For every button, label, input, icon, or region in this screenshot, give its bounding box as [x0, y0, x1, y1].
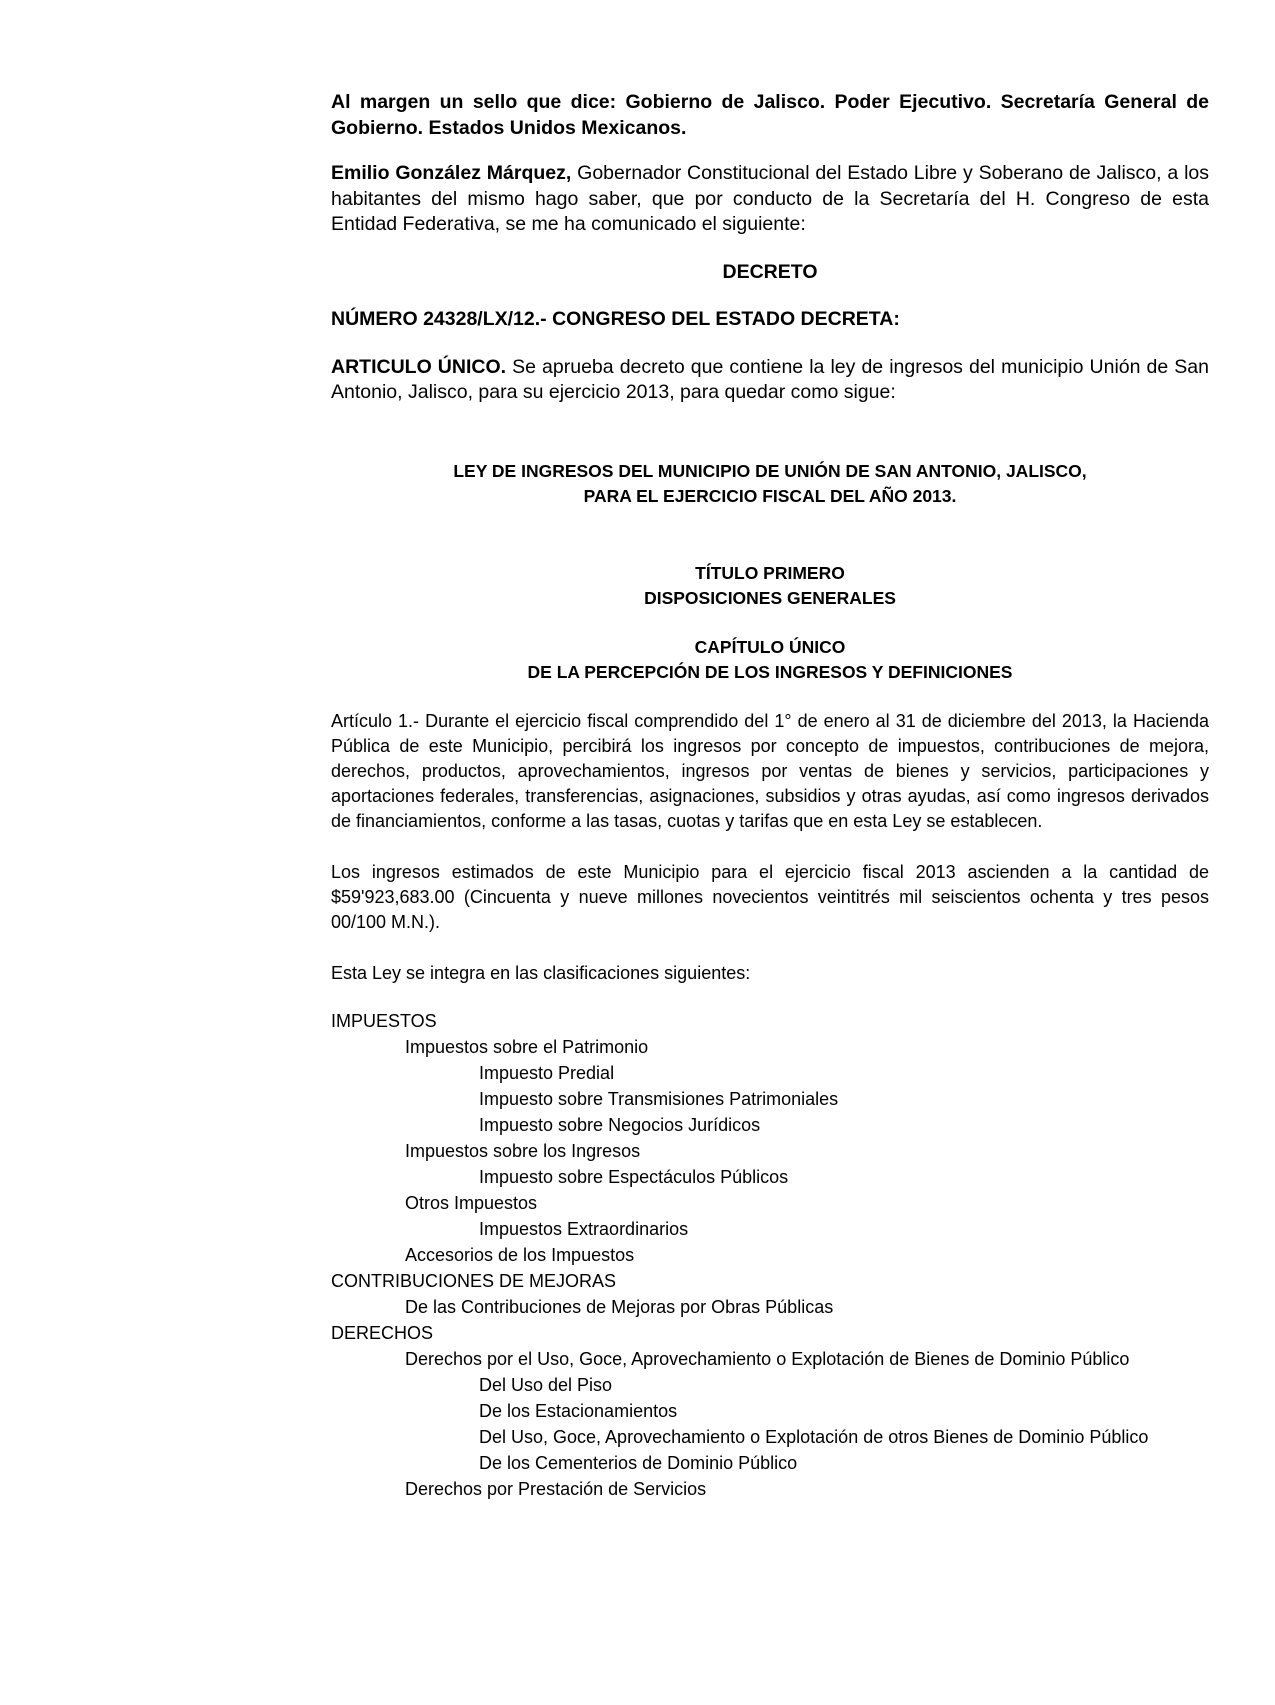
classification-list [331, 1008, 1209, 1502]
chapter-section-line-2: DE LA PERCEPCIÓN DE LOS INGRESOS Y DEFINICIONES [527, 661, 1013, 682]
classification-item: CONTRIBUCIONES DE MEJORAS [331, 1270, 617, 1291]
classification-item: DERECHOS [331, 1322, 434, 1343]
document-page [331, 90, 1209, 1502]
classification-item: Impuesto sobre Negocios Jurídicos [479, 1114, 761, 1135]
single-article-text: Se aprueba decreto que contiene la ley de ingresos del municipio Unión de San Antonio, Jalisco, para su ejercicio 2013, para quedar como sigue: [331, 355, 1209, 403]
governor-text: Gobernador Constitucional del Estado Libre y Soberano de Jalisco, a los habitantes del mismo hago saber, que por conducto de la Secretaría del H. Congreso de esta Entidad Federativa, se me ha comunicado el siguiente: [331, 162, 1209, 235]
classification-item: Impuesto Predial [479, 1062, 615, 1083]
law-title-line-2: PARA EL EJERCICIO FISCAL DEL AÑO 2013. [583, 485, 957, 506]
classification-item: Derechos por Prestación de Servicios [405, 1478, 707, 1499]
decree-title: DECRETO [722, 260, 818, 283]
classification-item: Accesorios de los Impuestos [405, 1244, 635, 1265]
single-article-paragraph [331, 355, 1209, 406]
classification-intro: Esta Ley se integra en las clasificaciones siguientes: [331, 962, 751, 983]
decree-number: NÚMERO 24328/LX/12.- CONGRESO DEL ESTADO DECRETA: [331, 308, 900, 330]
classification-item: De las Contribuciones de Mejoras por Obras Públicas [405, 1296, 834, 1317]
chapter-section-line-1: CAPÍTULO ÚNICO [694, 636, 846, 657]
law-title [331, 459, 1209, 509]
single-article-label: ARTICULO ÚNICO. [331, 355, 507, 378]
classification-item: Del Uso del Piso [479, 1374, 613, 1395]
classification-item: Otros Impuestos [405, 1192, 538, 1213]
stamp-notice: Al margen un sello que dice: Gobierno de Jalisco. Poder Ejecutivo. Secretaría General de Gobierno. Estados Unidos Mexicanos. [331, 91, 1209, 139]
article-1-paragraph: Artículo 1.- Durante el ejercicio fiscal comprendido del 1° de enero al 31 de diciembre del 2013, la Hacienda Pública de este Municipio, percibirá los ingresos por concepto de impuestos, contribuciones de mejora, derechos, productos, aprovechamientos, ingresos por ventas de bienes y servicios, participaciones y aportaciones federales, transferencias, asignaciones, subsidios y otras ayudas, así como ingresos derivados de financiamientos, conforme a las tasas, cuotas y tarifas que en esta Ley se establecen. [331, 710, 1209, 831]
classification-item: IMPUESTOS [331, 1010, 437, 1031]
title-section-line-2: DISPOSICIONES GENERALES [644, 587, 896, 608]
title-section [331, 561, 1209, 611]
classification-item: Del Uso, Goce, Aprovechamiento o Explotación de otros Bienes de Dominio Público [479, 1426, 1149, 1447]
estimate-paragraph: Los ingresos estimados de este Municipio para el ejercicio fiscal 2013 ascienden a la cantidad de $59'923,683.00 (Cincuenta y nueve millones novecientos veintitrés mil seiscientos ochenta y tres pesos 00/100 M.N.). [331, 861, 1209, 932]
classification-item: De los Cementerios de Dominio Público [479, 1452, 798, 1473]
classification-item: De los Estacionamientos [479, 1400, 678, 1421]
classification-item: Impuestos sobre el Patrimonio [405, 1036, 649, 1057]
chapter-section [331, 635, 1209, 685]
governor-name: Emilio González Márquez, [331, 162, 572, 184]
law-title-line-1: LEY DE INGRESOS DEL MUNICIPIO DE UNIÓN DE SAN ANTONIO, JALISCO, [453, 460, 1087, 481]
classification-item: Impuestos Extraordinarios [479, 1218, 689, 1239]
classification-item: Impuesto sobre Espectáculos Públicos [479, 1166, 789, 1187]
classification-item: Impuestos sobre los Ingresos [405, 1140, 641, 1161]
classification-item: Derechos por el Uso, Goce, Aprovechamiento o Explotación de Bienes de Dominio Público [405, 1348, 1130, 1369]
title-section-line-1: TÍTULO PRIMERO [695, 562, 845, 583]
classification-item: Impuesto sobre Transmisiones Patrimoniales [479, 1088, 839, 1109]
governor-paragraph [331, 161, 1209, 238]
